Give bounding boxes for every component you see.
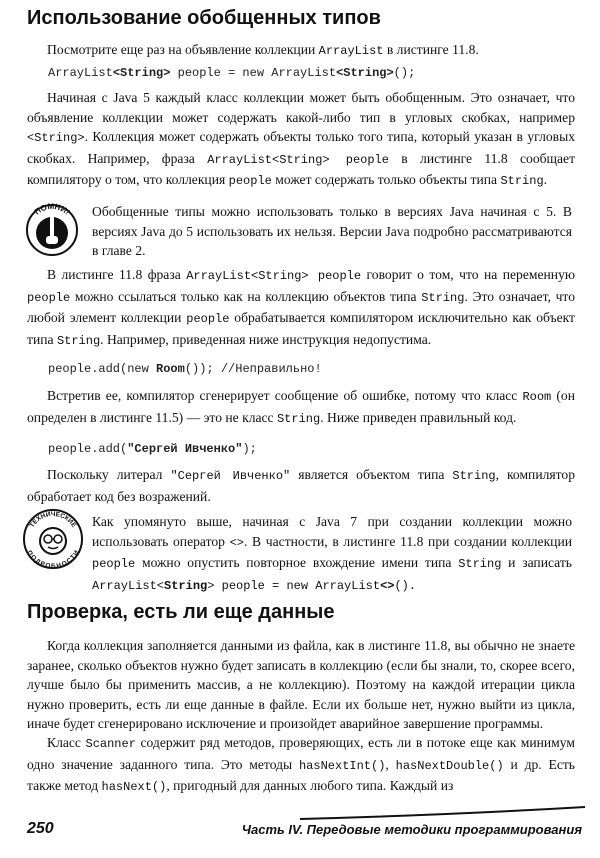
technical-icon-label-top: ТЕХНИЧЕСКИЕ	[28, 510, 78, 529]
technical-details-icon	[22, 508, 84, 570]
code-line-arraylist: ArrayList<String> people = new ArrayList<String>();	[48, 66, 416, 80]
section-heading-generics: Использование обобщенных типов	[27, 7, 381, 29]
paragraph-literal-ok: Поскольку литерал "Сергей Ивченко" является объектом типа String, компилятор обработает код без возражений.	[27, 467, 575, 504]
remember-icon	[22, 198, 82, 258]
paragraph-scanner-methods: Класс Scanner содержит ряд методов, проверяющих, есть ли в потоке еще как минимум одно значение заданного типа. Это методы hasNextInt(), hasNextDouble() и др. Есть также метод hasNext(), пригодный для данных любого типа. Каждый из	[27, 735, 576, 795]
paragraph-intro: Посмотрите еще раз на объявление коллекции ArrayList в листинге 11.8.	[47, 42, 479, 58]
code-line-valid-add: people.add("Сергей Ивченко");	[48, 442, 257, 456]
paragraph-loop-check: Когда коллекция заполняется данными из файла, как в листинге 11.8, вы обычно не знаете заранее, сколько объектов нужно будет записать в коллекцию (если бы знали, то, скорее всего, лучше было бы применить массив, а не коллекцию). Поэтому на каждой итерации цикла нужно проверить, есть ли еще данные в файле. Если их больше нет, нужно выйти из цикла, иначе будет сгенерировано исключение и произойдет аварийное завершение программы.	[27, 638, 575, 732]
paragraph-compiler-error: Встретив ее, компилятор сгенерирует сообщение об ошибке, потому что класс Room (он определен в листинге 11.5) — это не класс String. Ниже приведен правильный код.	[27, 388, 575, 426]
code-line-invalid-add: people.add(new Room()); //Неправильно!	[48, 362, 322, 376]
paragraph-generics-explained: Начиная с Java 5 каждый класс коллекции может быть обобщенным. Это означает, что объявление коллекции может содержать какой-либо тип в угловых скобках, например <String>. Коллекция может содержать объекты только того типа, который указан в угловых скобках. Например, фраза ArrayList<String> people в листинге 11.8 сообщает компилятору о том, что коллекция people может содержать только объекты типа String.	[27, 90, 576, 189]
page-number: 250	[27, 820, 54, 837]
footer-swoosh-line	[300, 806, 585, 820]
note-technical-details: Как упомянуто выше, начиная с Java 7 при создании коллекции можно использовать оператор <>. В частности, в листинге 11.8 при создании коллекции people можно опустить повторное вхождение имени типа String и записать ArrayList<String> people = new ArrayList<>().	[92, 514, 572, 593]
paragraph-string-restriction: В листинге 11.8 фраза ArrayList<String> people говорит о том, что на переменную people можно ссылаться только как на коллекцию объектов типа String. Это означает, что любой элемент коллекции people обрабатывается компилятором исключительно как объект типа String. Например, приведенная ниже инструкция недопустима.	[27, 267, 576, 348]
technical-icon-label-bottom: ПОДРОБНОСТИ	[25, 549, 81, 570]
note-remember: Обобщенные типы можно использовать только в версиях Java начиная с 5. В версиях Java до 5 использовать их нельзя. Версии Java подробно рассматриваются в главе 2.	[92, 204, 572, 259]
running-title: Часть IV. Передовые методики программирования	[241, 822, 582, 837]
remember-icon-label: ПОМНИ!	[32, 201, 72, 217]
section-heading-more-data: Проверка, есть ли еще данные	[27, 601, 335, 623]
